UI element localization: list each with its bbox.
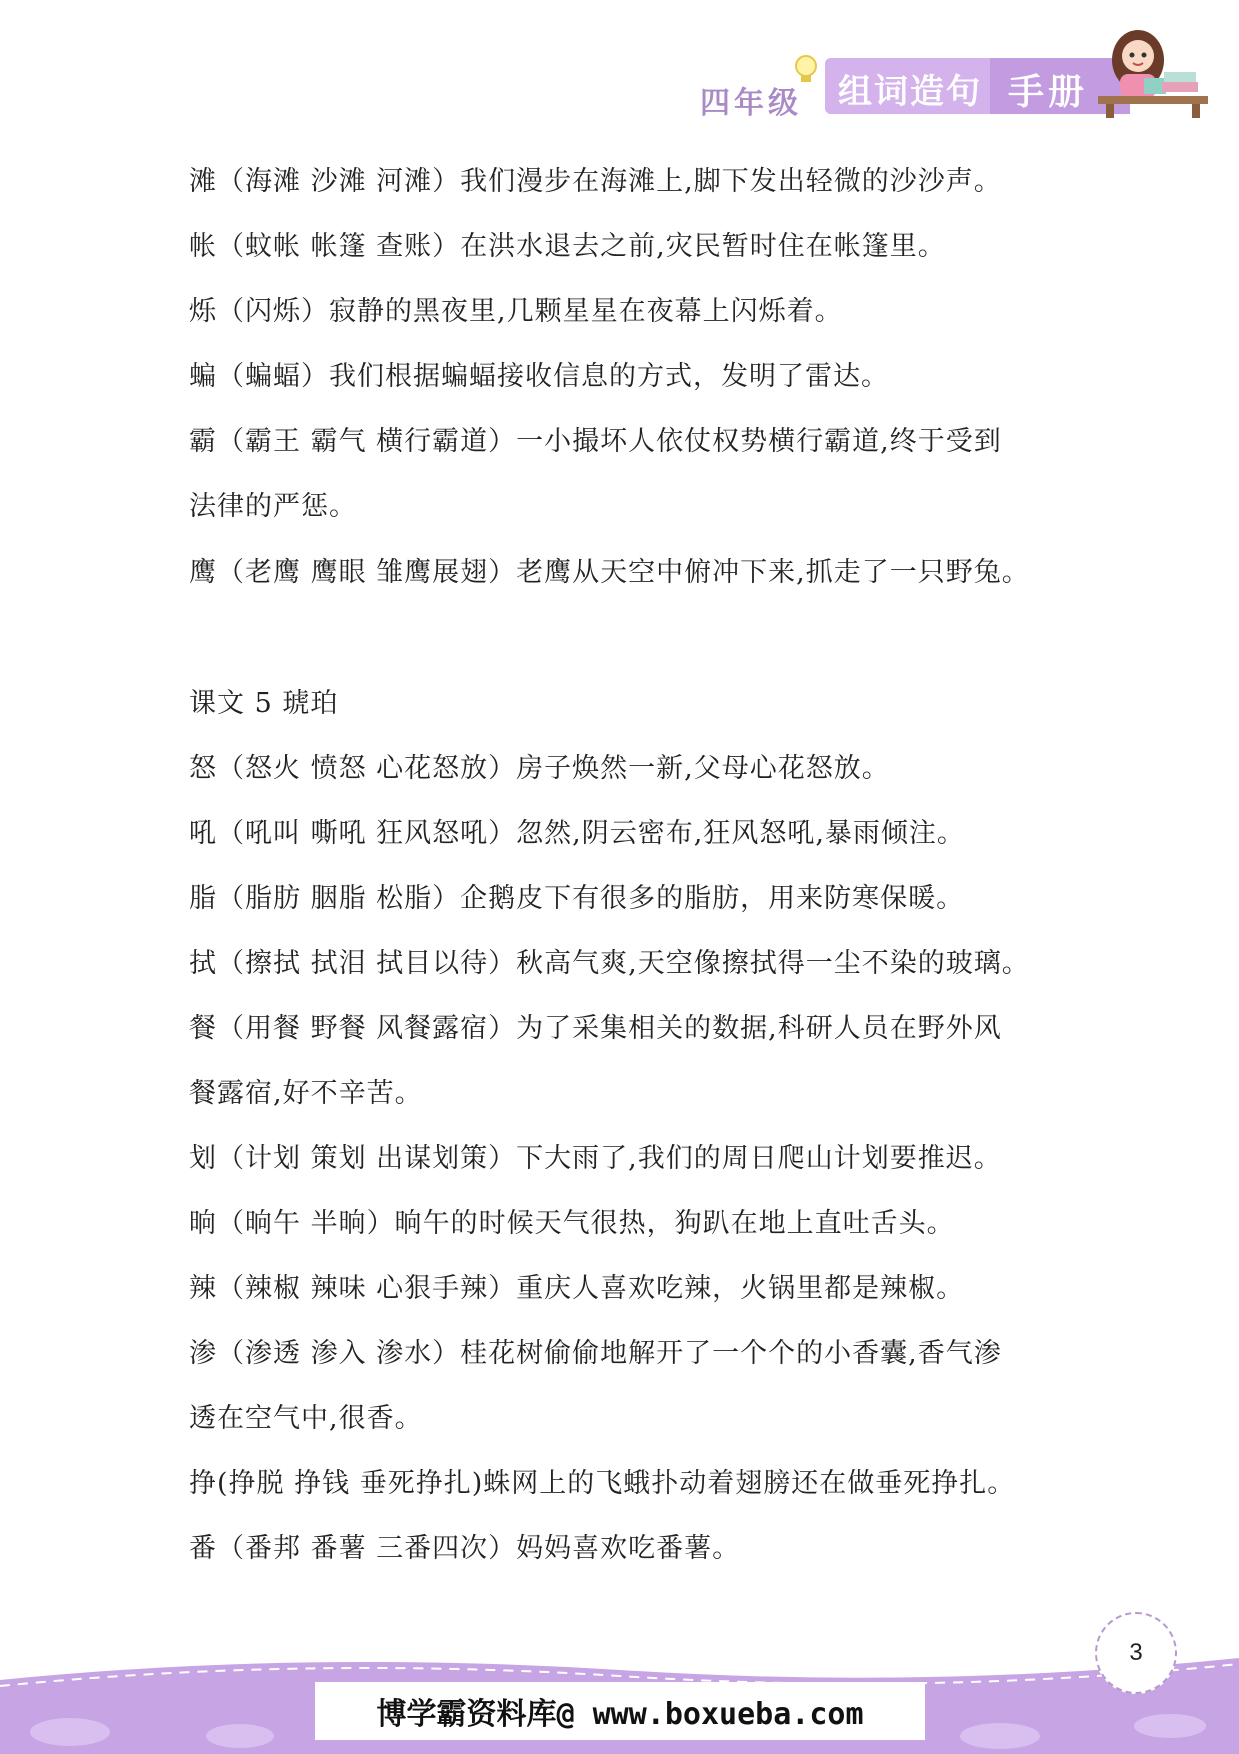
text-line: 番（番邦 番薯 三番四次）妈妈喜欢吃番薯。 bbox=[189, 1533, 741, 1564]
text-line: 法律的严惩。 bbox=[189, 491, 357, 522]
lightbulb-icon bbox=[788, 52, 824, 88]
text-line: 餐露宿,好不辛苦。 bbox=[189, 1078, 423, 1109]
book-title: 组词造句 bbox=[838, 72, 982, 112]
text-line: 划（计划 策划 出谋划策）下大雨了,我们的周日爬山计划要推迟。 bbox=[189, 1143, 1002, 1174]
text-line: 滩（海滩 沙滩 河滩）我们漫步在海滩上,脚下发出轻微的沙沙声。 bbox=[189, 166, 1002, 197]
text-line: 烁（闪烁）寂静的黑夜里,几颗星星在夜幕上闪烁着。 bbox=[189, 296, 843, 327]
text-line: 晌（晌午 半晌）晌午的时候天气很热，狗趴在地上直吐舌头。 bbox=[189, 1208, 955, 1239]
text-line: 辣（辣椒 辣味 心狠手辣）重庆人喜欢吃辣，火锅里都是辣椒。 bbox=[189, 1273, 965, 1304]
text-line: 挣(挣脱 挣钱 垂死挣扎)蛛网上的飞蛾扑动着翅膀还在做垂死挣扎。 bbox=[189, 1468, 1016, 1499]
book-subtitle: 手册 bbox=[1008, 72, 1089, 113]
watermark: 博学霸资料库@ www.boxueba.com bbox=[315, 1682, 925, 1740]
text-line: 拭（擦拭 拭泪 拭目以待）秋高气爽,天空像擦拭得一尘不染的玻璃。 bbox=[189, 948, 1030, 979]
text-line: 霸（霸王 霸气 横行霸道）一小撮坏人依仗权势横行霸道,终于受到 bbox=[189, 426, 1002, 457]
text-line: 帐（蚊帐 帐篷 查账）在洪水退去之前,灾民暂时住在帐篷里。 bbox=[189, 231, 946, 262]
page-number: 3 bbox=[1095, 1612, 1177, 1694]
text-line: 渗（渗透 渗入 渗水）桂花树偷偷地解开了一个个的小香囊,香气渗 bbox=[189, 1338, 1002, 1369]
text-line: 蝙（蝙蝠）我们根据蝙蝠接收信息的方式，发明了雷达。 bbox=[189, 361, 889, 392]
text-line: 透在空气中,很香。 bbox=[189, 1403, 423, 1434]
text-line: 鹰（老鹰 鹰眼 雏鹰展翅）老鹰从天空中俯冲下来,抓走了一只野兔。 bbox=[189, 557, 1030, 588]
section-heading: 课文 5 琥珀 bbox=[189, 688, 339, 719]
grade-label: 四年级 bbox=[700, 86, 802, 121]
girl-reading-illustration-icon bbox=[1098, 22, 1208, 118]
text-line: 怒（怒火 愤怒 心花怒放）房子焕然一新,父母心花怒放。 bbox=[189, 753, 890, 784]
text-line: 吼（吼叫 嘶吼 狂风怒吼）忽然,阴云密布,狂风怒吼,暴雨倾注。 bbox=[189, 818, 965, 849]
text-line: 脂（脂肪 胭脂 松脂）企鹅皮下有很多的脂肪，用来防寒保暖。 bbox=[189, 883, 965, 914]
text-line: 餐（用餐 野餐 风餐露宿）为了采集相关的数据,科研人员在野外风 bbox=[189, 1013, 1002, 1044]
